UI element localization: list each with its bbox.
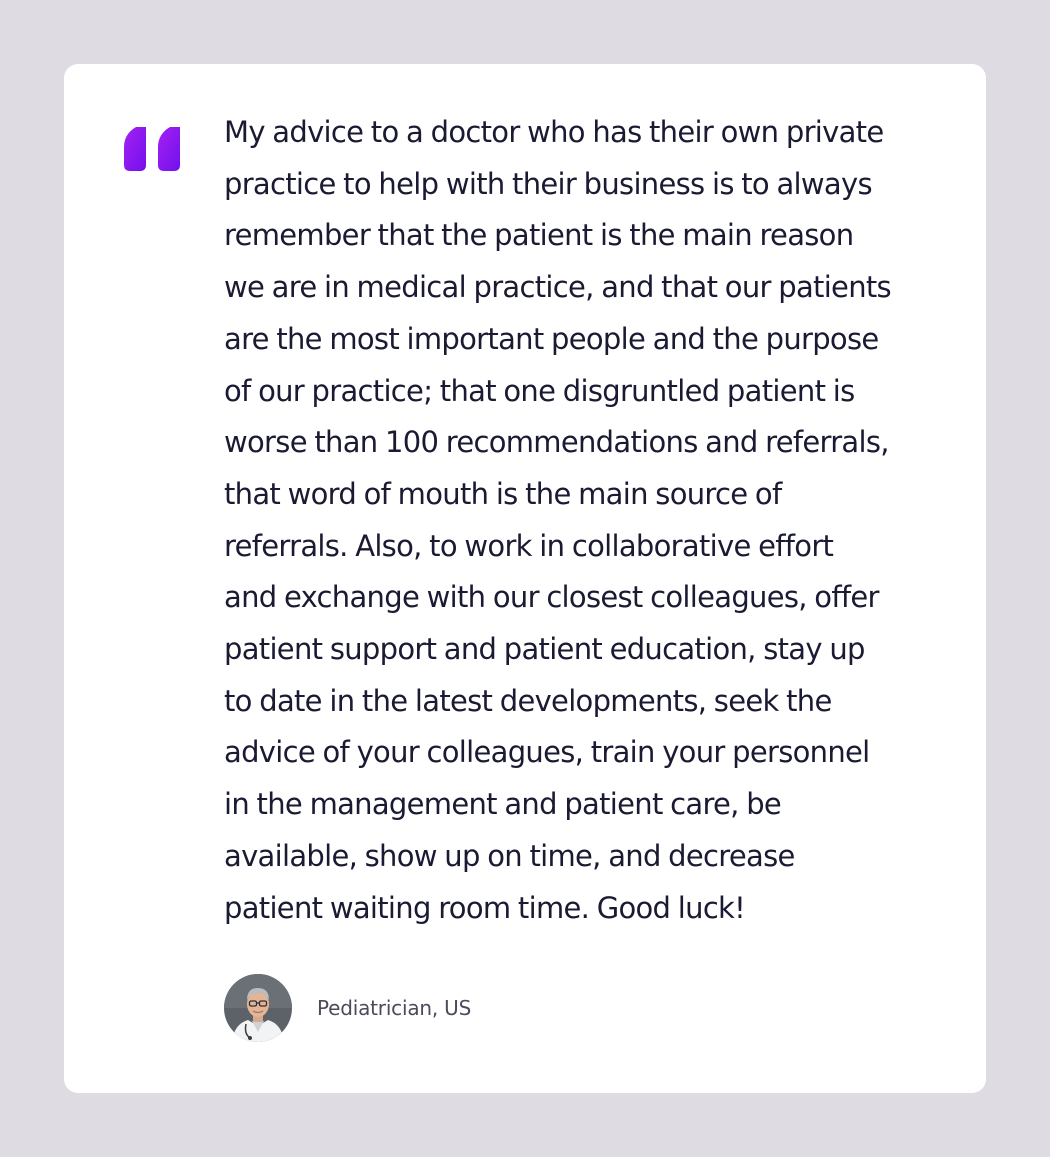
quote-line: of our practice; that one disgruntled patient is <box>224 373 855 408</box>
quote-open-icon <box>124 127 180 171</box>
quote-line: that word of mouth is the main source of <box>224 476 782 511</box>
testimonial-card <box>64 64 986 1093</box>
quote-line: patient support and patient education, stay up <box>224 632 865 667</box>
quote-line: worse than 100 recommendations and referrals, <box>224 425 889 460</box>
quote-line: and exchange with our closest colleagues, offer <box>224 580 879 615</box>
quote-line: practice to help with their business is to always <box>224 166 872 201</box>
quote-line: remember that the patient is the main reason <box>224 218 854 253</box>
quote-line: patient waiting room time. Good luck! <box>224 890 746 925</box>
author-block <box>224 974 471 1042</box>
author-avatar <box>224 974 292 1042</box>
quote-line: to date in the latest developments, seek the <box>224 683 832 718</box>
author-role: Pediatrician, US <box>317 996 472 1020</box>
quote-line: referrals. Also, to work in collaborative effort <box>224 528 834 563</box>
quote-line: we are in medical practice, and that our patients <box>224 270 891 305</box>
testimonial-quote <box>224 107 944 934</box>
quote-line: are the most important people and the purpose <box>224 321 879 356</box>
quote-line: available, show up on time, and decrease <box>224 838 795 873</box>
quote-line: in the management and patient care, be <box>224 787 782 822</box>
quote-line: advice of your colleagues, train your personnel <box>224 735 870 770</box>
quote-line: My advice to a doctor who has their own private <box>224 115 884 149</box>
